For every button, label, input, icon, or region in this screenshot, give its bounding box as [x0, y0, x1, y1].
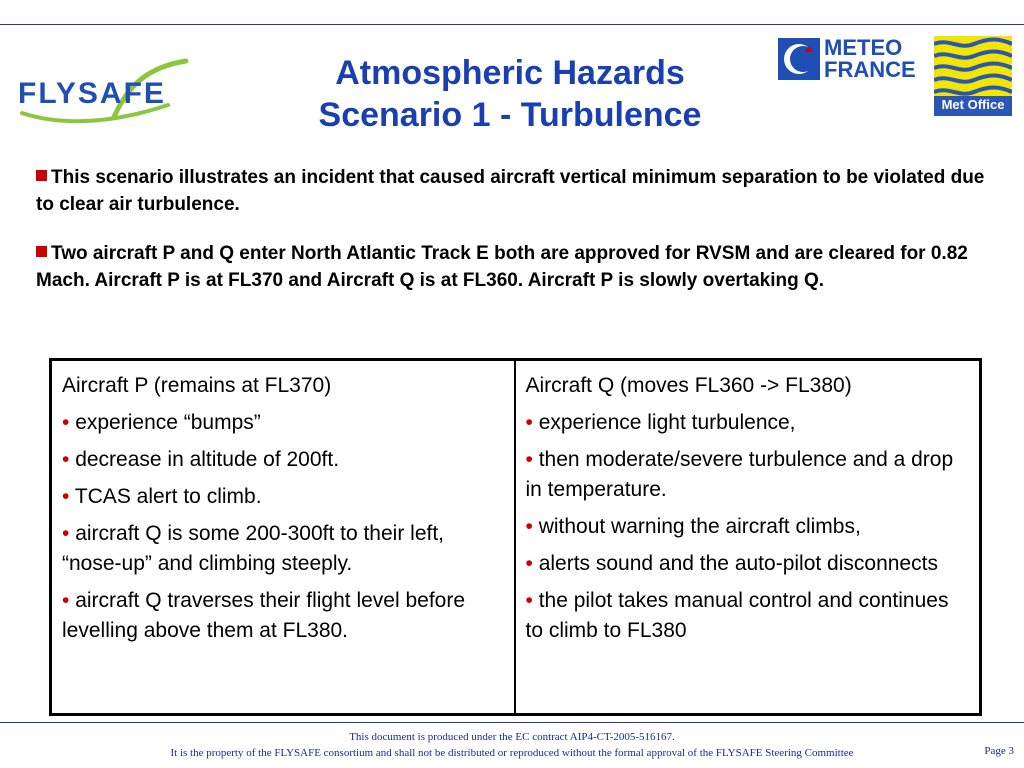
meteo-france-logo [778, 35, 926, 82]
list-item: • then moderate/severe turbulence and a drop in temperature. [525, 448, 954, 501]
page-number: Page 3 [984, 745, 1014, 757]
footer-line-1: This document is produced under the EC contract AIP4-CT-2005-516167. [349, 731, 675, 743]
list-item: • alerts sound and the auto-pilot disconnects [525, 552, 938, 575]
bullet-dot-icon: • [525, 411, 539, 434]
bullet-dot-icon: • [62, 522, 76, 545]
meteo-line-2: FRANCE [824, 57, 916, 82]
list-item: • aircraft Q is some 200-300ft to their left, “nose-up” and climbing steeply. [62, 522, 445, 575]
bullet-dot-icon: • [62, 589, 76, 612]
aircraft-p-heading: Aircraft P (remains at FL370) [62, 374, 332, 397]
bullet-dot-icon: • [525, 448, 539, 471]
bullet-2-text: Two aircraft P and Q enter North Atlantic Track E both are approved for RVSM and are cleared for 0.82 Mach. Aircraft P is at FL370 and Aircraft Q is at FL360. Aircraft P is slowly overtaking Q. [36, 243, 968, 291]
aircraft-p-column [52, 361, 516, 713]
list-item: • experience light turbulence, [525, 411, 796, 434]
flysafe-wordmark: FLYSAFE [18, 77, 166, 110]
aircraft-comparison-table [49, 358, 982, 716]
title-line-2: Scenario 1 - Turbulence [318, 96, 702, 134]
footer-line-2: It is the property of the FLYSAFE consortium and shall not be distributed or reproduced without the formal approval of the FLYSAFE Steering Committee [170, 747, 854, 759]
aircraft-q-heading: Aircraft Q (moves FL360 -> FL380) [525, 374, 852, 397]
bullet-dot-icon: • [62, 485, 75, 508]
bullet-dot-icon: • [525, 515, 539, 538]
bullet-dot-icon: • [62, 448, 76, 471]
page-title [230, 52, 790, 136]
bullet-1-text: This scenario illustrates an incident that caused aircraft vertical minimum separation to be violated due to clear air turbulence. [36, 167, 985, 215]
aircraft-q-column [516, 361, 980, 713]
met-office-waves-icon [934, 36, 1012, 96]
bottom-divider [0, 722, 1024, 723]
square-bullet-icon [36, 246, 47, 257]
square-bullet-icon [36, 170, 47, 181]
bullet-dot-icon: • [525, 552, 539, 575]
meteo-france-emblem-icon [778, 38, 820, 80]
footer [0, 729, 1024, 761]
list-item: • experience “bumps” [62, 411, 261, 434]
list-item: • decrease in altitude of 200ft. [62, 448, 340, 471]
list-item: • aircraft Q traverses their flight level before levelling above them at FL380. [62, 589, 466, 642]
flysafe-logo [18, 55, 198, 130]
list-item: • without warning the aircraft climbs, [525, 515, 861, 538]
meteo-france-wordmark [824, 37, 916, 81]
bullet-dot-icon: • [525, 589, 539, 612]
bullet-2 [36, 240, 1006, 294]
meteo-line-1: METEO [824, 35, 903, 60]
list-item: • TCAS alert to climb. [62, 485, 262, 508]
met-office-wordmark: Met Office [941, 97, 1005, 112]
title-line-1: Atmospheric Hazards [335, 54, 685, 92]
top-divider [0, 24, 1024, 25]
bullet-dot-icon: • [62, 411, 76, 434]
bullet-1 [36, 164, 1006, 218]
met-office-logo [934, 36, 1012, 116]
intro-bullets [36, 164, 1006, 316]
list-item: • the pilot takes manual control and continues to climb to FL380 [525, 589, 949, 642]
